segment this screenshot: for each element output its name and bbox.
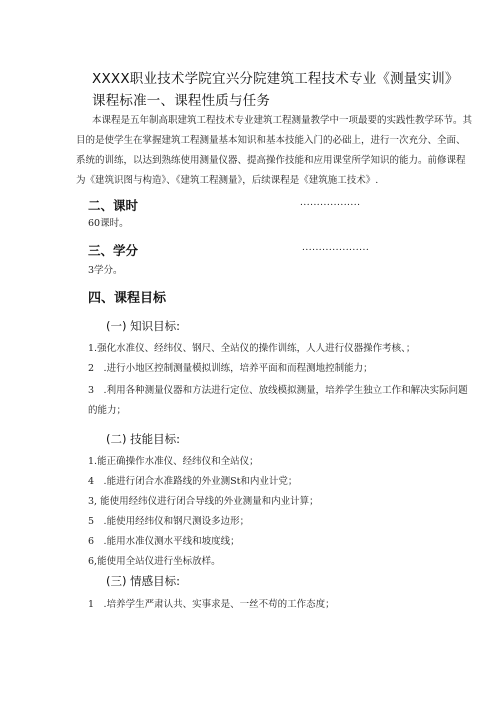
section-hours-text: 60课时。 xyxy=(88,218,129,229)
section-credits-dots: .................... xyxy=(302,243,370,253)
skills-item: 4 .能进行闭合水准路线的外业测St和内业计党； xyxy=(88,476,298,487)
skills-item: 5 .能使用经纬仪和钢尺测设多边形； xyxy=(88,516,250,527)
title-line-2: 课程标准一、课程性质与任务 xyxy=(92,93,271,109)
subsection-heading-skills: (二) 技能目标: xyxy=(106,432,181,446)
document-title xyxy=(92,68,472,112)
section-credits-text: 3学分。 xyxy=(88,265,123,276)
section-heading-objectives: 四、课程目标 xyxy=(88,291,167,306)
knowledge-item: 2 .进行小地区控制测量模拟训练，培养平面和而程测地控制能力； xyxy=(88,363,373,374)
subsection-heading-emotion: (三) 情感目标: xyxy=(106,574,181,588)
skills-item: 6 .能用水准仪测水平线和坡度线； xyxy=(88,536,240,547)
skills-item: 1.能正确操作水准仪、经纬仪和全站仪； xyxy=(88,456,259,467)
section-heading-hours: 二、课时 xyxy=(88,198,139,213)
knowledge-item: 1.强化水准仪、经纬仪、钢尺、全站仪的操作训练，人人进行仪器操作考核、； xyxy=(88,343,416,354)
section-hours-dots: .................. xyxy=(300,198,361,208)
section-heading-credits: 三、学分 xyxy=(88,243,139,258)
emotion-item: 1 .培养学生严肃认共、实事求是、一丝不苟的工作态度； xyxy=(88,599,335,610)
intro-paragraph: 本课程是五年制高职建筑工程技术专业建筑工程测量教学中一项最要的实践性教学环节。其目的是使学生在掌握建筑工程测量基本知识和基本技能入门的必础上，进行一次充分、全面、系统的训练，以达到熟练使用测量仪器、提高操作技能和应用课堂所学知识的能力。前修课程为《建筑识图与构造》、《建筑工程测量》，后续课程是《建筑施工技术》. xyxy=(76,115,473,186)
knowledge-item: 3 .利用各种测量仪器和方法进行定位、放线模拟测量，培养学生独立工作和解决实际问题的能力； xyxy=(88,385,468,416)
title-line-1: XXXX职业技术学院宜兴分院建筑工程技术专业《测量实训》 xyxy=(92,71,459,87)
skills-item: 6,能使用全站仪进行坐标放样。 xyxy=(88,556,221,567)
skills-item: 3, 能使用经纬仪进行闭合导线的外业测量和内业计算； xyxy=(88,496,319,507)
subsection-heading-knowledge: (一) 知识目标: xyxy=(106,319,181,333)
